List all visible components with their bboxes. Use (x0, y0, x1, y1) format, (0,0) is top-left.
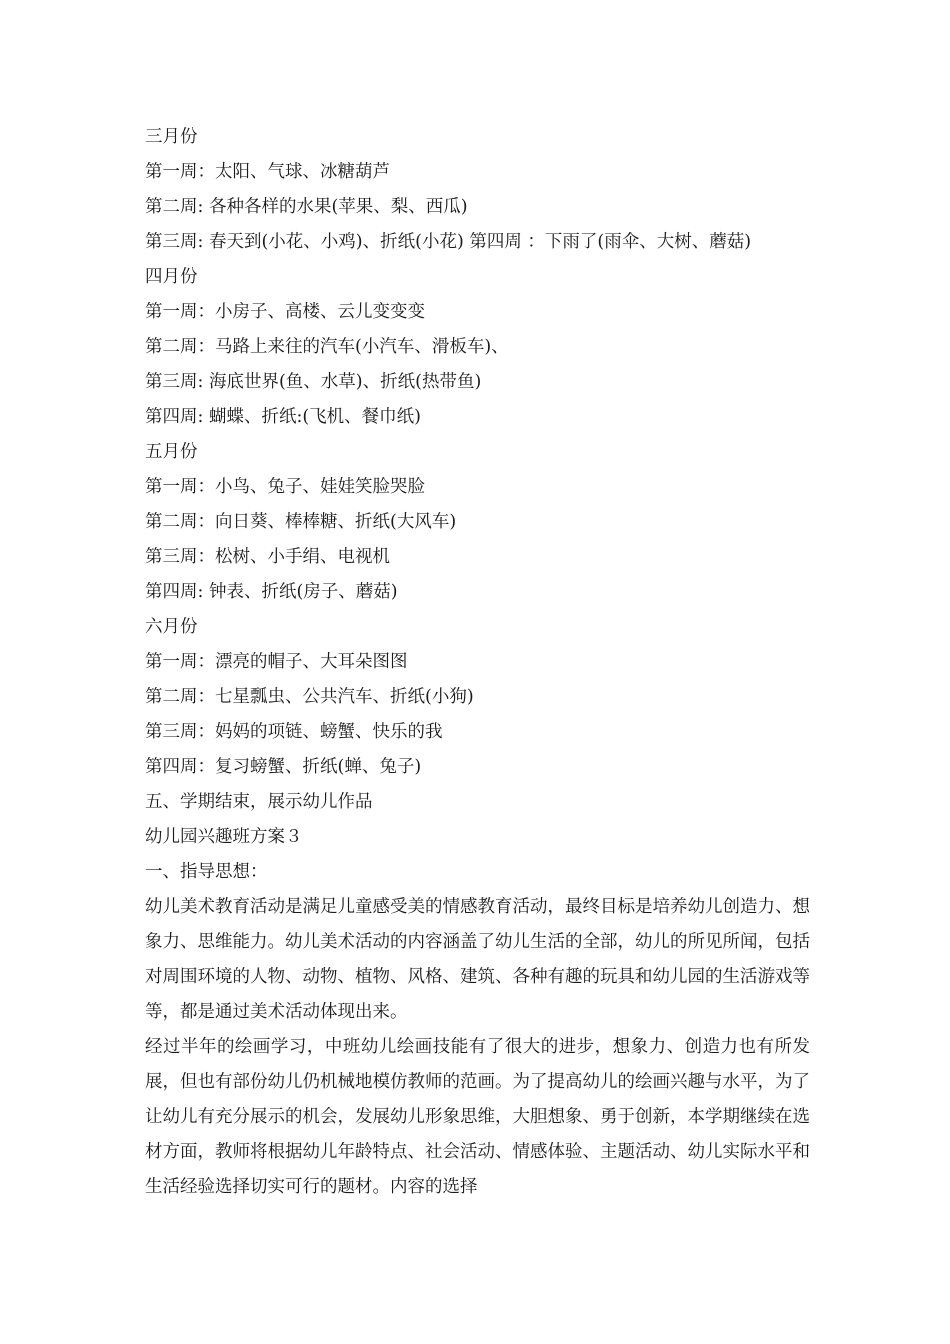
body-paragraph-2: 经过半年的绘画学习，中班幼儿绘画技能有了很大的进步，想象力、创造力也有所发展，但也有部份幼儿仍机械地模仿教师的范画。为了提高幼儿的绘画兴趣与水平，为了让幼儿有充分展示的机会，发展幼儿形象思维，大胆想象、勇于创新，本学期继续在选材方面，教师将根据幼儿年龄特点、社会活动、情感体验、主题活动、幼儿实际水平和生活经验选择切实可行的题材。内容的选择 (145, 1037, 810, 1197)
heading-april: 四月份 (145, 267, 198, 287)
may-week-4: 第四周: 钟表、折纸(房子、蘑菇) (145, 582, 398, 602)
document-page (145, 120, 810, 1205)
june-week-3: 第三周：妈妈的项链、螃蟹、快乐的我 (145, 722, 443, 742)
june-week-4: 第四周：复习螃蟹、折纸(蝉、兔子) (145, 757, 422, 777)
heading-june: 六月份 (145, 617, 198, 637)
april-week-3: 第三周: 海底世界(鱼、水草)、折纸(热带鱼) (145, 372, 482, 392)
heading-march: 三月份 (145, 127, 198, 147)
body-paragraph-1: 幼儿美术教育活动是满足儿童感受美的情感教育活动，最终目标是培养幼儿创造力、想象力、思维能力。幼儿美术活动的内容涵盖了幼儿生活的全部，幼儿的所见所闻，包括对周围环境的人物、动物、植物、风格、建筑、各种有趣的玩具和幼儿园的生活游戏等等，都是通过美术活动体现出来。 (145, 897, 810, 1022)
june-week-1: 第一周：漂亮的帽子、大耳朵图图 (145, 652, 408, 672)
plan-title: 幼儿园兴趣班方案３ (145, 827, 303, 847)
heading-may: 五月份 (145, 442, 198, 462)
april-week-1: 第一周：小房子、高楼、云儿变变变 (145, 302, 425, 322)
may-week-1: 第一周：小鸟、兔子、娃娃笑脸哭脸 (145, 477, 425, 497)
semester-end: 五、学期结束，展示幼儿作品 (145, 792, 373, 812)
june-week-2: 第二周：七星瓢虫、公共汽车、折纸(小狗) (145, 687, 474, 707)
section-heading-guiding: 一、指导思想： (145, 862, 268, 882)
may-week-2: 第二周：向日葵、棒棒糖、折纸(大风车) (145, 512, 457, 532)
april-week-4: 第四周: 蝴蝶、折纸:(飞机、餐巾纸) (145, 407, 422, 427)
march-week-2: 第二周: 各种各样的水果(苹果、梨、西瓜) (145, 197, 468, 217)
april-week-2: 第二周：马路上来往的汽车(小汽车、滑板车)、 (145, 337, 509, 357)
march-week-3-4: 第三周: 春天到(小花、小鸡)、折纸(小花) 第四周 ：下雨了(雨伞、大树、蘑菇) (145, 232, 752, 252)
march-week-1: 第一周：太阳、气球、冰糖葫芦 (145, 162, 390, 182)
may-week-3: 第三周：松树、小手绢、电视机 (145, 547, 390, 567)
